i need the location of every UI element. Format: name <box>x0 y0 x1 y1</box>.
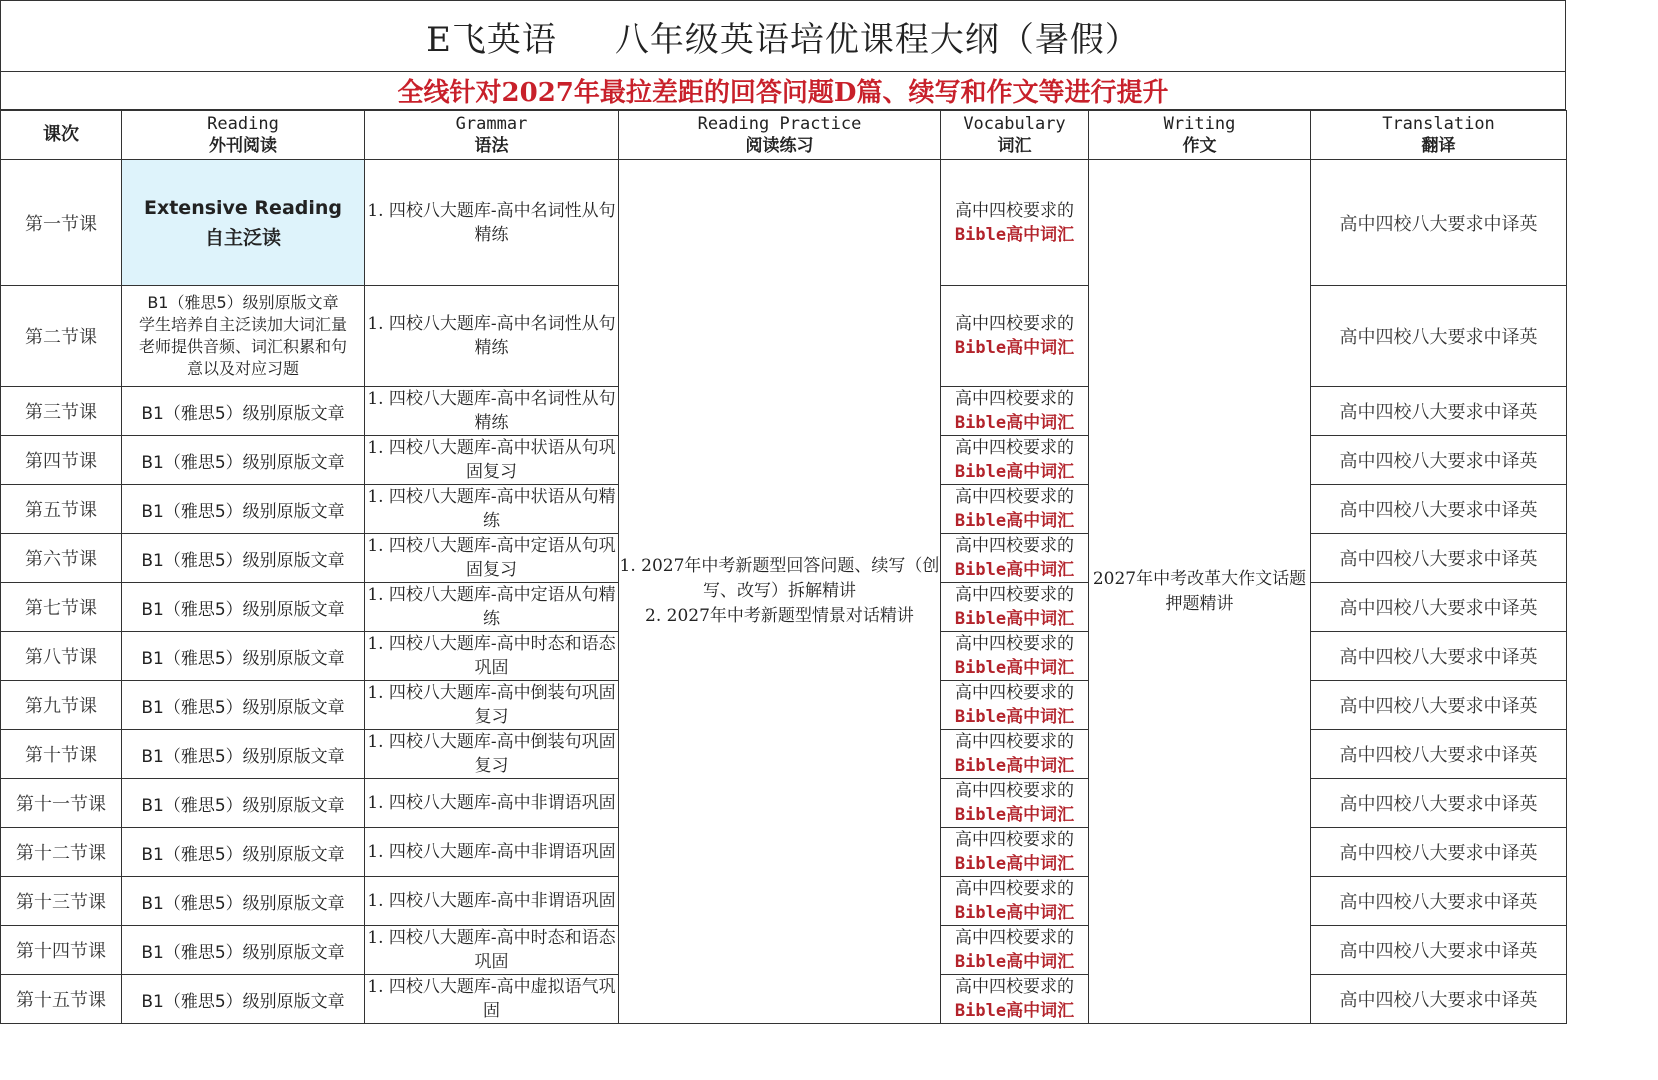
vocab-highlight-en: Bible <box>954 903 1007 923</box>
vocab-highlight-zh: 高中词汇 <box>1006 854 1075 874</box>
reading-cell: B1（雅思5）级别原版文章 <box>122 485 365 534</box>
translation-cell: 高中四校八大要求中译英 <box>1311 160 1567 286</box>
vocab-line: 高中四校要求的 <box>955 781 1074 801</box>
reading-cell: B1（雅思5）级别原版文章 <box>122 436 365 485</box>
grammar-cell: 1. 四校八大题库-高中非谓语巩固 <box>365 779 619 828</box>
grammar-cell: 1. 四校八大题库-高中名词性从句精练 <box>365 286 619 387</box>
vocabulary-cell <box>941 877 1089 926</box>
vocab-highlight <box>941 950 1088 974</box>
reading-cell: B1（雅思5）级别原版文章 <box>122 632 365 681</box>
vocab-highlight-zh: 高中词汇 <box>1006 756 1075 776</box>
vocab-highlight-en: Bible <box>954 707 1007 727</box>
vocab-highlight-zh: 高中词汇 <box>1006 224 1075 245</box>
vocab-highlight <box>941 901 1088 925</box>
lesson-cell: 第四节课 <box>1 436 122 485</box>
vocab-highlight-en: Bible <box>954 560 1007 580</box>
vocab-highlight-zh: 高中词汇 <box>1006 952 1075 972</box>
vocab-line: 高中四校要求的 <box>955 487 1074 507</box>
header-vocabulary: Vocabulary 词汇 <box>941 111 1089 160</box>
brand-name: E飞英语 <box>426 19 557 60</box>
lesson-cell: 第九节课 <box>1 681 122 730</box>
translation-cell: 高中四校八大要求中译英 <box>1311 877 1567 926</box>
translation-cell: 高中四校八大要求中译英 <box>1311 485 1567 534</box>
vocab-highlight-zh: 高中词汇 <box>1006 609 1075 629</box>
reading-cell: B1（雅思5）级别原版文章 <box>122 730 365 779</box>
table-row <box>1 160 1567 286</box>
vocab-highlight-zh: 高中词汇 <box>1006 462 1075 482</box>
vocab-highlight-zh: 高中词汇 <box>1006 658 1075 678</box>
lesson-cell: 第六节课 <box>1 534 122 583</box>
reading-line: 学生培养自主泛读加大词汇量 <box>138 315 347 334</box>
vocab-line: 高中四校要求的 <box>955 200 1074 221</box>
vocab-highlight-en: Bible <box>954 854 1007 874</box>
lesson-cell: 第五节课 <box>1 485 122 534</box>
reading-line: B1（雅思5）级别原版文章 <box>147 293 339 312</box>
translation-cell: 高中四校八大要求中译英 <box>1311 681 1567 730</box>
lesson-cell: 第十五节课 <box>1 975 122 1024</box>
practice-line: 2. 2027年中考新题型情景对话精讲 <box>645 606 914 626</box>
vocab-highlight <box>941 558 1088 582</box>
header-grammar: Grammar 语法 <box>365 111 619 160</box>
reading-cell <box>122 286 365 387</box>
vocab-highlight <box>941 336 1088 360</box>
grammar-cell: 1. 四校八大题库-高中名词性从句精练 <box>365 160 619 286</box>
grammar-cell: 1. 四校八大题库-高中状语从句巩固复习 <box>365 436 619 485</box>
grammar-cell: 1. 四校八大题库-高中状语从句精练 <box>365 485 619 534</box>
reading-cell: B1（雅思5）级别原版文章 <box>122 534 365 583</box>
translation-cell: 高中四校八大要求中译英 <box>1311 632 1567 681</box>
vocabulary-cell <box>941 779 1089 828</box>
translation-cell: 高中四校八大要求中译英 <box>1311 583 1567 632</box>
reading-cell: B1（雅思5）级别原版文章 <box>122 828 365 877</box>
translation-cell: 高中四校八大要求中译英 <box>1311 975 1567 1024</box>
grammar-cell: 1. 四校八大题库-高中虚拟语气巩固 <box>365 975 619 1024</box>
lesson-cell: 第七节课 <box>1 583 122 632</box>
vocab-highlight-zh: 高中词汇 <box>1006 707 1075 727</box>
vocab-line: 高中四校要求的 <box>955 683 1074 703</box>
header-reading-practice: Reading Practice 阅读练习 <box>619 111 941 160</box>
vocab-highlight <box>941 754 1088 778</box>
vocab-line: 高中四校要求的 <box>955 928 1074 948</box>
grammar-cell: 1. 四校八大题库-高中倒装句巩固复习 <box>365 681 619 730</box>
vocab-highlight-en: Bible <box>954 756 1007 776</box>
vocabulary-cell <box>941 730 1089 779</box>
vocabulary-cell <box>941 975 1089 1024</box>
vocab-highlight-en: Bible <box>954 658 1007 678</box>
vocab-highlight <box>941 705 1088 729</box>
lesson-cell: 第十四节课 <box>1 926 122 975</box>
vocabulary-cell <box>941 583 1089 632</box>
reading-line: 老师提供音频、词汇积累和句 <box>138 337 347 356</box>
vocab-line: 高中四校要求的 <box>955 830 1074 850</box>
vocab-line: 高中四校要求的 <box>955 732 1074 752</box>
lesson-cell: 第十三节课 <box>1 877 122 926</box>
reading-cell: B1（雅思5）级别原版文章 <box>122 779 365 828</box>
translation-cell: 高中四校八大要求中译英 <box>1311 534 1567 583</box>
vocab-highlight-zh: 高中词汇 <box>1006 338 1075 358</box>
reading-cell: B1（雅思5）级别原版文章 <box>122 926 365 975</box>
vocabulary-cell <box>941 286 1089 387</box>
grammar-cell: 1. 四校八大题库-高中时态和语态巩固 <box>365 926 619 975</box>
vocab-line: 高中四校要求的 <box>955 585 1074 605</box>
reading-cell <box>122 160 365 286</box>
vocab-highlight-zh: 高中词汇 <box>1006 413 1075 433</box>
grammar-cell: 1. 四校八大题库-高中倒装句巩固复习 <box>365 730 619 779</box>
vocab-highlight-en: Bible <box>954 413 1007 433</box>
vocab-highlight-en: Bible <box>954 511 1007 531</box>
grammar-cell: 1. 四校八大题库-高中定语从句精练 <box>365 583 619 632</box>
reading-practice-cell <box>619 160 941 1024</box>
vocab-highlight-zh: 高中词汇 <box>1006 805 1075 825</box>
vocabulary-cell <box>941 828 1089 877</box>
reading-line: 意以及对应习题 <box>186 359 299 378</box>
grammar-cell: 1. 四校八大题库-高中非谓语巩固 <box>365 877 619 926</box>
reading-cell: B1（雅思5）级别原版文章 <box>122 583 365 632</box>
vocab-highlight <box>941 223 1088 247</box>
vocab-line: 高中四校要求的 <box>955 536 1074 556</box>
translation-cell: 高中四校八大要求中译英 <box>1311 926 1567 975</box>
vocab-highlight-en: Bible <box>954 224 1007 245</box>
vocabulary-cell <box>941 681 1089 730</box>
vocab-highlight-en: Bible <box>954 1001 1007 1021</box>
vocab-highlight <box>941 607 1088 631</box>
reading-cell: B1（雅思5）级别原版文章 <box>122 681 365 730</box>
subtitle-banner: 全线针对2027年最拉差距的回答问题D篇、续写和作文等进行提升 <box>0 72 1566 110</box>
vocab-highlight-en: Bible <box>954 805 1007 825</box>
vocab-highlight <box>941 999 1088 1023</box>
grammar-cell: 1. 四校八大题库-高中非谓语巩固 <box>365 828 619 877</box>
vocab-highlight-en: Bible <box>954 338 1007 358</box>
reading-cell: B1（雅思5）级别原版文章 <box>122 975 365 1024</box>
grammar-cell: 1. 四校八大题库-高中时态和语态巩固 <box>365 632 619 681</box>
lesson-cell: 第十一节课 <box>1 779 122 828</box>
lesson-cell: 第十二节课 <box>1 828 122 877</box>
lesson-cell: 第十节课 <box>1 730 122 779</box>
header-writing: Writing 作文 <box>1089 111 1311 160</box>
vocabulary-cell <box>941 926 1089 975</box>
vocab-highlight-en: Bible <box>954 462 1007 482</box>
vocab-line: 高中四校要求的 <box>955 389 1074 409</box>
translation-cell: 高中四校八大要求中译英 <box>1311 436 1567 485</box>
vocab-highlight <box>941 852 1088 876</box>
vocab-highlight-zh: 高中词汇 <box>1006 1001 1075 1021</box>
grammar-cell: 1. 四校八大题库-高中名词性从句精练 <box>365 387 619 436</box>
vocabulary-cell <box>941 387 1089 436</box>
reading-cell: B1（雅思5）级别原版文章 <box>122 387 365 436</box>
vocab-highlight-en: Bible <box>954 952 1007 972</box>
vocab-line: 高中四校要求的 <box>955 314 1074 334</box>
reading-extensive-en: Extensive Reading <box>143 196 342 219</box>
vocab-highlight <box>941 509 1088 533</box>
vocabulary-cell <box>941 534 1089 583</box>
vocabulary-cell <box>941 436 1089 485</box>
vocab-line: 高中四校要求的 <box>955 634 1074 654</box>
vocab-line: 高中四校要求的 <box>955 977 1074 997</box>
practice-line: 1. 2027年中考新题型回答问题、续写（创写、改写）拆解精讲 <box>619 556 940 601</box>
syllabus-table <box>0 110 1567 1024</box>
vocabulary-cell <box>941 632 1089 681</box>
page-title <box>0 0 1566 72</box>
vocab-line: 高中四校要求的 <box>955 438 1074 458</box>
reading-extensive-zh: 自主泛读 <box>204 226 281 249</box>
header-translation: Translation 翻译 <box>1311 111 1567 160</box>
vocab-highlight-en: Bible <box>954 609 1007 629</box>
writing-cell: 2027年中考改革大作文话题押题精讲 <box>1089 160 1311 1024</box>
vocab-highlight <box>941 656 1088 680</box>
translation-cell: 高中四校八大要求中译英 <box>1311 828 1567 877</box>
translation-cell: 高中四校八大要求中译英 <box>1311 779 1567 828</box>
vocab-highlight-zh: 高中词汇 <box>1006 511 1075 531</box>
vocab-highlight-zh: 高中词汇 <box>1006 903 1075 923</box>
lesson-cell: 第三节课 <box>1 387 122 436</box>
translation-cell: 高中四校八大要求中译英 <box>1311 286 1567 387</box>
lesson-cell: 第八节课 <box>1 632 122 681</box>
outline-title: 八年级英语培优课程大纲（暑假） <box>614 19 1140 60</box>
vocabulary-cell <box>941 485 1089 534</box>
vocab-highlight <box>941 460 1088 484</box>
vocab-highlight-zh: 高中词汇 <box>1006 560 1075 580</box>
lesson-cell: 第二节课 <box>1 286 122 387</box>
vocabulary-cell <box>941 160 1089 286</box>
vocab-highlight <box>941 803 1088 827</box>
lesson-cell: 第一节课 <box>1 160 122 286</box>
grammar-cell: 1. 四校八大题库-高中定语从句巩固复习 <box>365 534 619 583</box>
header-reading: Reading 外刊阅读 <box>122 111 365 160</box>
translation-cell: 高中四校八大要求中译英 <box>1311 387 1567 436</box>
reading-cell: B1（雅思5）级别原版文章 <box>122 877 365 926</box>
vocab-highlight <box>941 411 1088 435</box>
vocab-line: 高中四校要求的 <box>955 879 1074 899</box>
translation-cell: 高中四校八大要求中译英 <box>1311 730 1567 779</box>
header-row <box>1 111 1567 160</box>
header-lesson: 课次 <box>1 111 122 160</box>
